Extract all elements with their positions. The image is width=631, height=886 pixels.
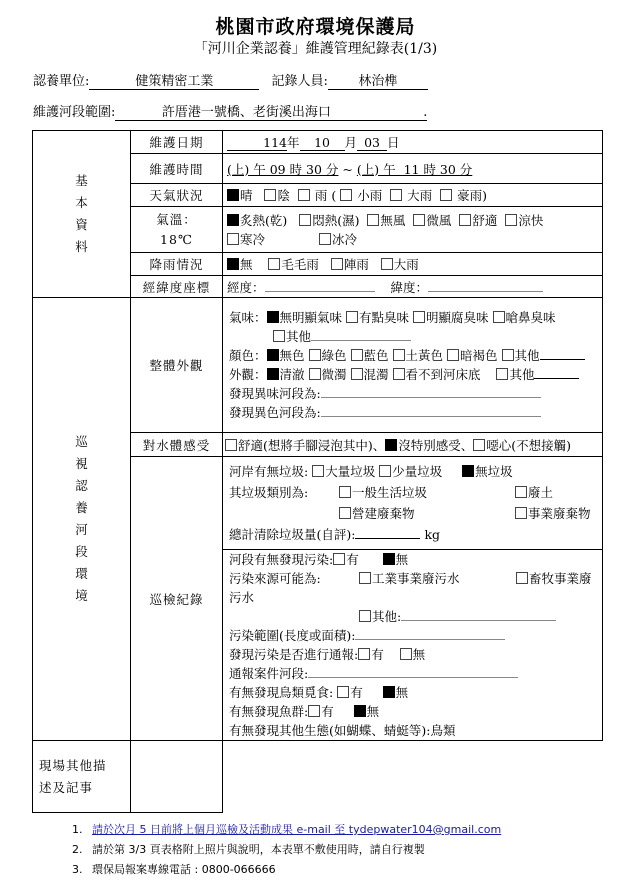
checkbox-icon bbox=[273, 330, 285, 342]
checkbox-icon bbox=[459, 214, 471, 226]
trash-large[interactable]: 大量垃圾 bbox=[312, 464, 375, 479]
checkbox-icon bbox=[299, 214, 311, 226]
color-yellow[interactable]: 土黃色 bbox=[393, 348, 444, 363]
color-other[interactable]: 其他 bbox=[502, 348, 540, 363]
range-label: 維護河段範圍: bbox=[33, 105, 116, 120]
date-label: 維護日期 bbox=[131, 131, 223, 154]
color-blue[interactable]: 藍色 bbox=[351, 348, 389, 363]
time-end: (上) 午 11 時 30 分 bbox=[356, 161, 473, 177]
rain-none[interactable]: 無 bbox=[227, 257, 253, 272]
checkbox-icon bbox=[264, 189, 276, 201]
checkbox-icon bbox=[359, 610, 371, 622]
temp-value: 18℃ bbox=[160, 231, 193, 247]
notes-list bbox=[72, 822, 501, 882]
note-item: 1. 請於次月 5 日前將上個月巡檢及活動成果 e-mail 至 tydepwater104@gmail.com bbox=[72, 823, 502, 836]
rain-shower[interactable]: 陣雨 bbox=[331, 257, 369, 272]
checkbox-icon bbox=[351, 368, 363, 380]
temp-no-wind[interactable]: 無風 bbox=[367, 213, 405, 228]
trash-household[interactable]: 一般生活垃圾 bbox=[339, 482, 515, 503]
temp-comfortable[interactable]: 舒適 bbox=[459, 213, 497, 228]
temp-hot-dry[interactable]: 炙熱(乾) bbox=[227, 213, 287, 228]
pollution-yes[interactable]: 有 bbox=[333, 552, 359, 567]
color-none[interactable]: 無色 bbox=[267, 348, 305, 363]
coord-fields bbox=[223, 276, 603, 298]
feeling-comfortable[interactable]: 舒適(想將手腳浸泡其中)、 bbox=[225, 438, 385, 453]
weather-torrential[interactable]: 豪雨) bbox=[440, 188, 487, 203]
rain-heavy[interactable]: 大雨 bbox=[381, 257, 419, 272]
feeling-neutral[interactable]: 沒特別感受、 bbox=[385, 438, 473, 453]
checkbox-icon bbox=[309, 368, 321, 380]
pollution-no[interactable]: 無 bbox=[383, 552, 409, 567]
checkbox-icon bbox=[298, 189, 310, 201]
coord-label: 經緯度座標 bbox=[131, 276, 223, 298]
source-other[interactable]: 其他: bbox=[359, 609, 401, 624]
checkbox-icon bbox=[309, 349, 321, 361]
color-section-field[interactable] bbox=[321, 416, 541, 417]
range-field[interactable]: 許厝港一號橋、老街溪出海口 bbox=[115, 105, 377, 121]
fish-no[interactable]: 無 bbox=[354, 704, 380, 719]
temp-cold[interactable]: 寒冷 bbox=[227, 230, 315, 249]
other-notes-field[interactable] bbox=[131, 741, 223, 813]
checkbox-icon bbox=[333, 553, 345, 565]
section-patrol bbox=[33, 298, 131, 741]
recorder-label: 記錄人員: bbox=[271, 74, 328, 89]
checkbox-icon bbox=[496, 368, 508, 380]
source-industrial[interactable]: 工業事業廢污水 bbox=[359, 569, 516, 588]
checkbox-icon bbox=[515, 507, 527, 519]
temp-hot-humid[interactable]: 悶熱(濕) bbox=[299, 213, 359, 228]
checkbox-icon bbox=[473, 439, 485, 451]
weather-rain[interactable]: 雨 ( bbox=[298, 188, 336, 203]
range-end: . bbox=[377, 105, 427, 121]
smell-none[interactable]: 無明顯氣味 bbox=[267, 310, 343, 325]
smell-other[interactable]: 其他 bbox=[273, 329, 311, 344]
checkbox-icon bbox=[393, 368, 405, 380]
checkbox-icon bbox=[379, 465, 391, 477]
checkbox-icon bbox=[502, 349, 514, 361]
appearance-label: 整體外觀 bbox=[131, 298, 223, 433]
checkbox-icon bbox=[319, 233, 331, 245]
fish-yes[interactable]: 有 bbox=[308, 704, 334, 719]
temp-freezing[interactable]: 冰冷 bbox=[319, 232, 357, 247]
checkbox-icon bbox=[339, 486, 351, 498]
checkbox-icon bbox=[381, 258, 393, 270]
case-field[interactable] bbox=[308, 677, 518, 678]
report-no[interactable]: 無 bbox=[400, 647, 426, 662]
rain-options bbox=[223, 253, 603, 276]
note-item: 2. 請於第 3/3 頁表格附上照片與說明，本表單不敷使用時，請自行複製 bbox=[72, 843, 425, 856]
rain-label: 降雨情況 bbox=[131, 253, 223, 276]
lng-field[interactable] bbox=[265, 291, 375, 292]
birds-yes[interactable]: 有 bbox=[337, 685, 363, 700]
temp-label-cell bbox=[131, 207, 223, 253]
look-clear[interactable]: 清澈 bbox=[267, 367, 305, 382]
source-livestock[interactable]: 畜牧事業廢污水 bbox=[229, 571, 592, 605]
checkbox-icon bbox=[346, 311, 358, 323]
range-line bbox=[33, 101, 427, 121]
checkbox-checked-icon bbox=[462, 465, 474, 477]
adopter-field[interactable]: 健策精密工業 bbox=[89, 74, 259, 90]
time-field[interactable]: (上) 午 09 時 30 分 ~ (上) 午 11 時 30 分 bbox=[223, 154, 603, 184]
look-other[interactable]: 其他 bbox=[496, 367, 534, 382]
date-field[interactable]: 114年 10 月 03 日 bbox=[223, 131, 603, 154]
checkbox-icon bbox=[413, 311, 425, 323]
checkbox-icon bbox=[440, 189, 452, 201]
other-notes-label: 現場其他描 述及記事 bbox=[33, 741, 131, 813]
recorder-field[interactable]: 林治榫 bbox=[328, 74, 428, 90]
checkbox-icon bbox=[339, 507, 351, 519]
checkbox-icon bbox=[393, 349, 405, 361]
feeling-label: 對水體感受 bbox=[131, 433, 223, 457]
color-other-field[interactable] bbox=[540, 359, 585, 360]
note-item: 3. 環保局報案專線電話 : 0800-066666 bbox=[72, 863, 276, 876]
smell-pungent[interactable]: 嗆鼻臭味 bbox=[493, 310, 556, 325]
pollution-options: 河段有無發現污染: 有 無 污染來源可能為: 工業事業廢污水 畜牧事業廢污水 其他: 污染範圍(長度或面積): 發現污染是否進行通報: 有 無 通報案件河段: 有無發現鳥類覓食: 有 無 有無發現魚群: 有 無 有無發現其他生態(如蝴蝶、蜻蜓等):鳥類 bbox=[223, 550, 603, 741]
record-table bbox=[32, 130, 603, 813]
rain-drizzle[interactable]: 毛毛雨 bbox=[268, 257, 319, 272]
color-green[interactable]: 綠色 bbox=[309, 348, 347, 363]
section-basic-label: 基 本 資 料 bbox=[75, 173, 88, 254]
look-turbid[interactable]: 混濁 bbox=[351, 367, 389, 382]
checkbox-checked-icon bbox=[354, 705, 366, 717]
checkbox-icon bbox=[400, 648, 412, 660]
row-other-notes bbox=[33, 741, 603, 813]
smell-other-field[interactable] bbox=[311, 340, 411, 341]
section-patrol-label: 巡 視 認 養 河 段 環 境 bbox=[75, 434, 88, 603]
weather-options bbox=[223, 184, 603, 207]
checkbox-icon bbox=[351, 349, 363, 361]
report-yes[interactable]: 有 bbox=[358, 647, 384, 662]
lat-label: 緯度： bbox=[390, 279, 429, 295]
look-no-bed[interactable]: 看不到河床底 bbox=[393, 367, 481, 382]
look-slightly-turbid[interactable]: 微濁 bbox=[309, 367, 347, 382]
record-label: 巡檢紀錄 bbox=[131, 457, 223, 741]
checkbox-icon bbox=[358, 648, 370, 660]
checkbox-checked-icon bbox=[267, 349, 279, 361]
temp-breeze[interactable]: 微風 bbox=[413, 213, 451, 228]
trash-soil[interactable]: 廢土 bbox=[515, 485, 553, 500]
checkbox-icon bbox=[516, 572, 528, 584]
weather-light-rain[interactable]: 小雨 bbox=[340, 188, 382, 203]
checkbox-icon bbox=[337, 686, 349, 698]
checkbox-icon bbox=[413, 214, 425, 226]
look-other-field[interactable] bbox=[534, 378, 579, 379]
time-label: 維護時間 bbox=[131, 154, 223, 184]
checkbox-icon bbox=[227, 233, 239, 245]
feeling-disgust[interactable]: 噁心(不想接觸) bbox=[473, 438, 571, 453]
trash-options: 河岸有無垃圾: 大量垃圾 少量垃圾 無垃圾 其垃圾類別為: 一般生活垃圾 廢土 營建廢棄物 事業廢棄物 總計清除垃圾量(自評): kg bbox=[223, 457, 603, 550]
color-section-label: 發現異色河段為: bbox=[229, 405, 321, 420]
birds-no[interactable]: 無 bbox=[383, 685, 409, 700]
checkbox-icon bbox=[312, 465, 324, 477]
checkbox-checked-icon bbox=[227, 189, 239, 201]
color-brown[interactable]: 暗褐色 bbox=[447, 348, 498, 363]
checkbox-icon bbox=[225, 439, 237, 451]
temp-cool[interactable]: 涼快 bbox=[505, 213, 543, 228]
trash-industrial[interactable]: 事業廢棄物 bbox=[515, 506, 591, 521]
checkbox-icon bbox=[359, 572, 371, 584]
checkbox-icon bbox=[515, 486, 527, 498]
eco-value[interactable]: 鳥類 bbox=[430, 723, 456, 738]
lng-label: 經度： bbox=[227, 279, 265, 295]
checkbox-checked-icon bbox=[383, 553, 395, 565]
lat-field[interactable] bbox=[428, 291, 543, 292]
odor-section-field[interactable] bbox=[321, 397, 541, 398]
checkbox-icon bbox=[308, 705, 320, 717]
page-title: 桃園市政府環境保護局 bbox=[215, 16, 416, 38]
row-appearance bbox=[33, 298, 603, 433]
weather-sunny[interactable]: 晴 bbox=[227, 188, 253, 203]
smell-rotten[interactable]: 明顯腐臭味 bbox=[413, 310, 489, 325]
checkbox-icon bbox=[505, 214, 517, 226]
checkbox-icon bbox=[367, 214, 379, 226]
temp-options bbox=[223, 207, 603, 253]
email-link[interactable]: 請於次月 5 日前將上個月巡檢及活動成果 e-mail 至 tydepwater104@gmail.com bbox=[92, 823, 502, 836]
appearance-options: 氣味： 無明顯氣味 有點臭味 明顯腐臭味 嗆鼻臭味 其他 顏色： 無色 綠色 藍色 土黃色 暗褐色 其他 外觀： 清澈 微濁 混濁 看不到河床底 其他 發現異味河段為: 發現異色河段為: bbox=[223, 298, 603, 433]
trash-total-field[interactable] bbox=[355, 538, 420, 539]
checkbox-icon bbox=[340, 189, 352, 201]
temp-label: 氣溫： bbox=[156, 211, 197, 227]
time-start: (上) 午 09 時 30 分 bbox=[227, 161, 339, 177]
source-other-field[interactable] bbox=[401, 620, 556, 621]
adopter-line bbox=[33, 70, 428, 90]
trash-construction[interactable]: 營建廢棄物 bbox=[339, 503, 515, 524]
checkbox-icon bbox=[390, 189, 402, 201]
form-subtitle: 「河川企業認養」維護管理紀錄表(1/3) bbox=[193, 41, 438, 57]
feeling-options bbox=[223, 433, 603, 457]
checkbox-icon bbox=[447, 349, 459, 361]
checkbox-icon bbox=[331, 258, 343, 270]
trash-small[interactable]: 少量垃圾 bbox=[379, 464, 442, 479]
smell-slight[interactable]: 有點臭味 bbox=[346, 310, 409, 325]
checkbox-checked-icon bbox=[227, 214, 239, 226]
scope-field[interactable] bbox=[355, 639, 505, 640]
checkbox-checked-icon bbox=[267, 368, 279, 380]
weather-cloudy[interactable]: 陰 bbox=[264, 188, 290, 203]
section-basic bbox=[33, 131, 131, 298]
checkbox-checked-icon bbox=[385, 439, 397, 451]
adopter-label: 認養單位: bbox=[33, 74, 90, 89]
weather-label: 天氣狀況 bbox=[131, 184, 223, 207]
odor-section-label: 發現異味河段為: bbox=[229, 386, 321, 401]
checkbox-icon bbox=[268, 258, 280, 270]
trash-none[interactable]: 無垃圾 bbox=[462, 464, 513, 479]
row-date bbox=[33, 131, 603, 154]
weather-heavy-rain[interactable]: 大雨 bbox=[390, 188, 432, 203]
checkbox-icon bbox=[493, 311, 505, 323]
checkbox-checked-icon bbox=[267, 311, 279, 323]
checkbox-checked-icon bbox=[383, 686, 395, 698]
checkbox-checked-icon bbox=[227, 258, 239, 270]
